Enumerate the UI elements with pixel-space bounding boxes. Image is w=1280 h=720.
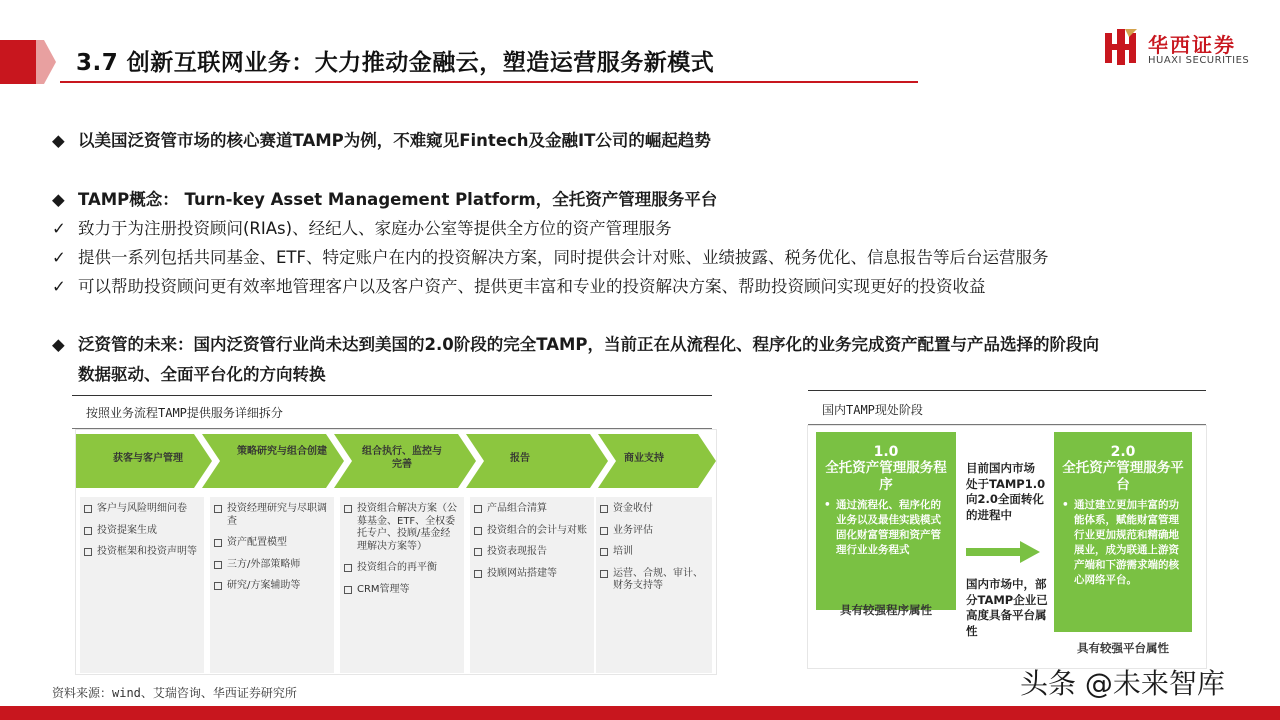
check-item: ✓ 致力于为注册投资顾问(RIAs)、经纪人、家庭办公室等提供全方位的资产管理服务 — [52, 219, 672, 238]
stage-2-desc-row — [1054, 494, 1192, 588]
header-accent-bar-light — [36, 40, 56, 84]
stage-2-number: 2.0 — [1110, 444, 1136, 460]
list-item: 投资组合的再平衡 — [344, 562, 460, 575]
list-item: 投资提案生成 — [84, 525, 200, 538]
stage-label: 获客与客户管理 — [113, 453, 183, 464]
list-item: 业务评估 — [600, 525, 708, 538]
check-item: ✓ 提供一系列包括共同基金、ETF、特定账户在内的投资解决方案，同时提供会计对账、业绩披露、税务优化、信息报告等后台运营服务 — [52, 248, 1049, 267]
right-panel-top-rule — [808, 390, 1206, 391]
check-icon: ✓ — [52, 219, 66, 238]
list-item: 资产配置模型 — [214, 537, 330, 550]
market-note: 国内市场中，部分TAMP企业已高度具备平台属性 — [966, 577, 1048, 638]
bullet-tamp-example: ◆ 以美国泛资管市场的核心赛道TAMP为例，不难窥见Fintech及金融IT公司的崛起趋势 — [52, 131, 711, 150]
list-item: 投资框架和投资声明等 — [84, 546, 200, 559]
list-item: 投资组合解决方案（公募基金、ETF、全权委托专户、投顾/基金经理解决方案等） — [344, 503, 460, 553]
stage-1-box — [816, 432, 956, 664]
stage-2-attr: 具有较强平台属性 — [1077, 641, 1169, 655]
transition-note: 目前国内市场处于TAMP1.0向2.0全面转化的进程中 — [966, 461, 1046, 522]
stage-2-desc: 通过建立更加丰富的功能体系，赋能财富管理行业更加规范和精确地展业，成为联通上游资产端和下游需求端的核心网络平台。 — [1074, 499, 1179, 586]
stage-label: 策略研究与组合创建 — [237, 446, 327, 457]
check-item: ✓ 可以帮助投资顾问更有效率地管理客户以及客户资产、提供更丰富和专业的投资解决方案、帮助投资顾问实现更好的投资收益 — [52, 277, 986, 296]
list-item: 三方/外部策略师 — [214, 559, 330, 572]
bullet-dot-icon: • — [1062, 499, 1069, 511]
stage-1-number: 1.0 — [873, 444, 899, 460]
list-item: CRM管理等 — [344, 584, 460, 597]
check-icon: ✓ — [52, 248, 66, 267]
stage-1-attr-box — [816, 603, 956, 664]
stage-label: 组合执行、监控与完善 — [362, 446, 442, 470]
list-item: 运营、合规、审计、财务支持等 — [600, 568, 708, 593]
bullet-future-cont: 数据驱动、全面平台化的方向转换 — [78, 365, 326, 384]
stage-column — [470, 497, 594, 673]
right-panel-caption: 国内TAMP现处阶段 — [822, 403, 923, 417]
right-arrow-icon — [966, 541, 1040, 563]
list-item: 投顾网站搭建等 — [474, 568, 590, 581]
diamond-bullet-icon: ◆ — [52, 190, 65, 209]
stage-column — [596, 497, 712, 673]
stage-label: 报告 — [510, 453, 530, 464]
watermark: 头条 @未来智库 — [1020, 667, 1225, 700]
chevron-stage-2 — [202, 434, 344, 488]
stage-1-desc-row — [816, 494, 956, 558]
left-panel-caption-rule — [72, 428, 712, 429]
bullet-tamp-concept: ◆ TAMP概念： Turn-key Asset Management Platform，全托资产管理服务平台 — [52, 190, 718, 209]
stage-column — [210, 497, 334, 673]
list-item: 投资组合的会计与对账 — [474, 525, 590, 538]
left-panel-top-rule — [72, 395, 712, 396]
stage-1-name: 全托资产管理服务程序 — [825, 460, 947, 493]
list-item: 培训 — [600, 546, 708, 559]
company-name-cn: 华西证券 — [1148, 33, 1236, 57]
stage-2-box — [1054, 432, 1192, 664]
right-panel-caption-rule — [808, 424, 1206, 425]
diamond-bullet-icon: ◆ — [52, 131, 65, 150]
stage-column — [340, 497, 464, 673]
footer-bar — [0, 706, 1280, 720]
diamond-bullet-icon: ◆ — [52, 335, 65, 354]
list-item: 研究/方案辅助等 — [214, 580, 330, 593]
bullet-future: ◆ 泛资管的未来：国内泛资管行业尚未达到美国的2.0阶段的完全TAMP，当前正在从流程化、程序化的业务完成资产配置与产品选择的阶段向 — [52, 335, 1099, 354]
left-panel-caption: 按照业务流程TAMP提供服务详细拆分 — [86, 406, 283, 420]
list-item: 产品组合清算 — [474, 503, 590, 516]
stage-1-desc: 通过流程化、程序化的业务以及最佳实践模式固化财富管理和资产管理行业业务程式 — [836, 499, 941, 556]
source-note: 资料来源：wind、艾瑞咨询、华西证券研究所 — [52, 686, 297, 700]
list-item: 投资表现报告 — [474, 546, 590, 559]
list-item: 投资经理研究与尽职调查 — [214, 503, 330, 528]
list-item: 资金收付 — [600, 503, 708, 516]
bullet-dot-icon: • — [824, 499, 831, 511]
stage-label: 商业支持 — [624, 453, 664, 464]
huaxi-logo-icon — [1103, 27, 1139, 67]
list-item: 客户与风险明细问卷 — [84, 503, 200, 516]
stage-1-attr: 具有较强程序属性 — [840, 603, 932, 617]
page-title: 3.7 创新互联网业务：大力推动金融云，塑造运营服务新模式 — [76, 50, 715, 76]
check-icon: ✓ — [52, 277, 66, 296]
stage-2-name: 全托资产管理服务平台 — [1062, 460, 1184, 493]
company-name-en: HUAXI SECURITIES — [1148, 55, 1250, 66]
stage-column — [80, 497, 204, 673]
header-divider — [60, 81, 918, 83]
